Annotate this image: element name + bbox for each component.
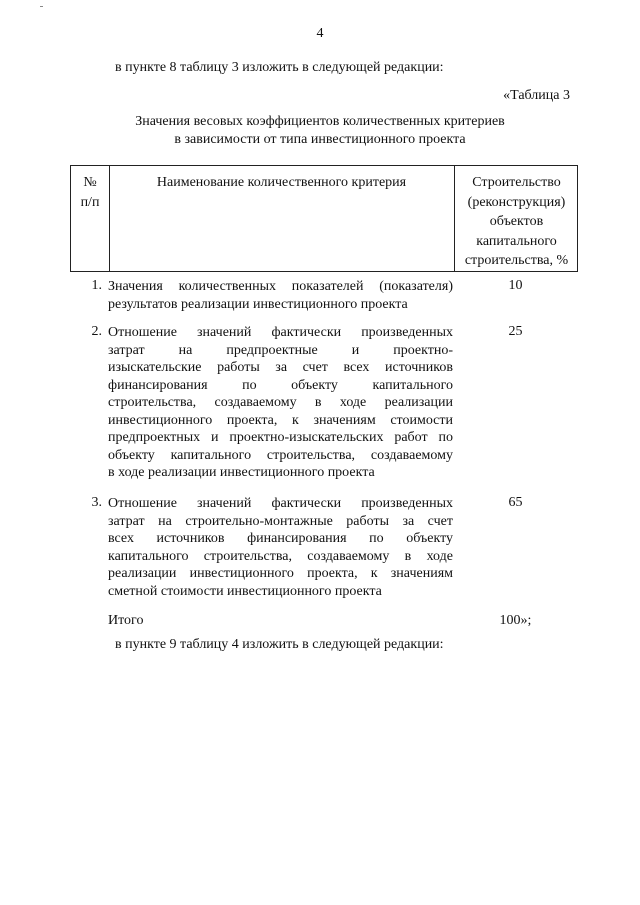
row-text-line: всех источников финансирования по объекту	[108, 531, 453, 546]
row-text-line: результатов реализации инвестиционного проекта	[108, 296, 408, 312]
row-text-line: изыскательские работы за счет всех источников	[108, 360, 453, 375]
row-text-line: финансирования по объекту капитального	[108, 377, 453, 393]
closing-paragraph: в пункте 9 таблицу 4 изложить в следующей редакции:	[115, 637, 444, 652]
row-text-line: затрат на предпроектные и проектно-	[108, 342, 453, 358]
row-criterion	[108, 324, 453, 482]
header-value-line: строительства, %	[464, 253, 569, 268]
row-text-line: Значения количественных показателей (показателя)	[108, 279, 453, 294]
header-number-line: п/п	[80, 194, 100, 210]
row-number: 3.	[91, 495, 102, 510]
header-criterion-name: Наименование количественного критерия	[156, 175, 407, 190]
row-text-line: капитального строительства, создаваемому в ходе	[108, 548, 453, 564]
row-text-line: Отношение значений фактически произведенных	[108, 496, 453, 511]
row-text-line: сметной стоимости инвестиционного проекта	[108, 583, 382, 599]
row-number: 1.	[91, 278, 102, 293]
table-label: «Таблица 3	[503, 88, 570, 103]
header-value-line: Строительство	[472, 175, 561, 190]
row-criterion	[108, 278, 453, 313]
row-value: 10	[508, 278, 523, 293]
row-text-line: строительства, создаваемому в ходе реализации	[108, 395, 453, 410]
table-header	[70, 165, 578, 272]
table-title-line-2: в зависимости от типа инвестиционного проекта	[174, 132, 466, 147]
header-number	[71, 173, 109, 212]
total-label: Итого	[108, 613, 144, 628]
table-title-line-1: Значения весовых коэффициентов количественных критериев	[135, 114, 505, 129]
total-value: 100»;	[499, 613, 532, 628]
row-text-line: реализации инвестиционного проекта, к значениям	[108, 566, 453, 581]
row-text-line: инвестиционного проекта, к значениям стоимости	[108, 412, 453, 428]
row-value: 25	[508, 324, 523, 339]
row-text-line: Отношение значений фактически произведенных	[108, 325, 453, 340]
scan-mark	[40, 6, 43, 7]
intro-paragraph: в пункте 8 таблицу 3 изложить в следующей редакции:	[115, 60, 444, 75]
table-title	[0, 113, 640, 149]
row-text-line: объекту капитального строительства, создаваемому	[108, 447, 453, 463]
page-number: 4	[316, 26, 324, 41]
row-criterion	[108, 495, 453, 600]
row-text-line: затрат на строительно-монтажные работы за счет	[108, 513, 453, 529]
header-value-line: (реконструкция)	[467, 194, 566, 210]
header-value-line: объектов	[489, 214, 544, 229]
header-value-line: капитального	[476, 233, 557, 249]
row-text-line: в ходе реализации инвестиционного проекта	[108, 465, 375, 480]
header-construction	[454, 173, 579, 271]
row-number: 2.	[91, 324, 102, 339]
row-value: 65	[508, 495, 523, 510]
header-number-line: №	[83, 175, 97, 190]
row-text-line: предпроектных и проектно-изыскательских работ по	[108, 430, 453, 445]
